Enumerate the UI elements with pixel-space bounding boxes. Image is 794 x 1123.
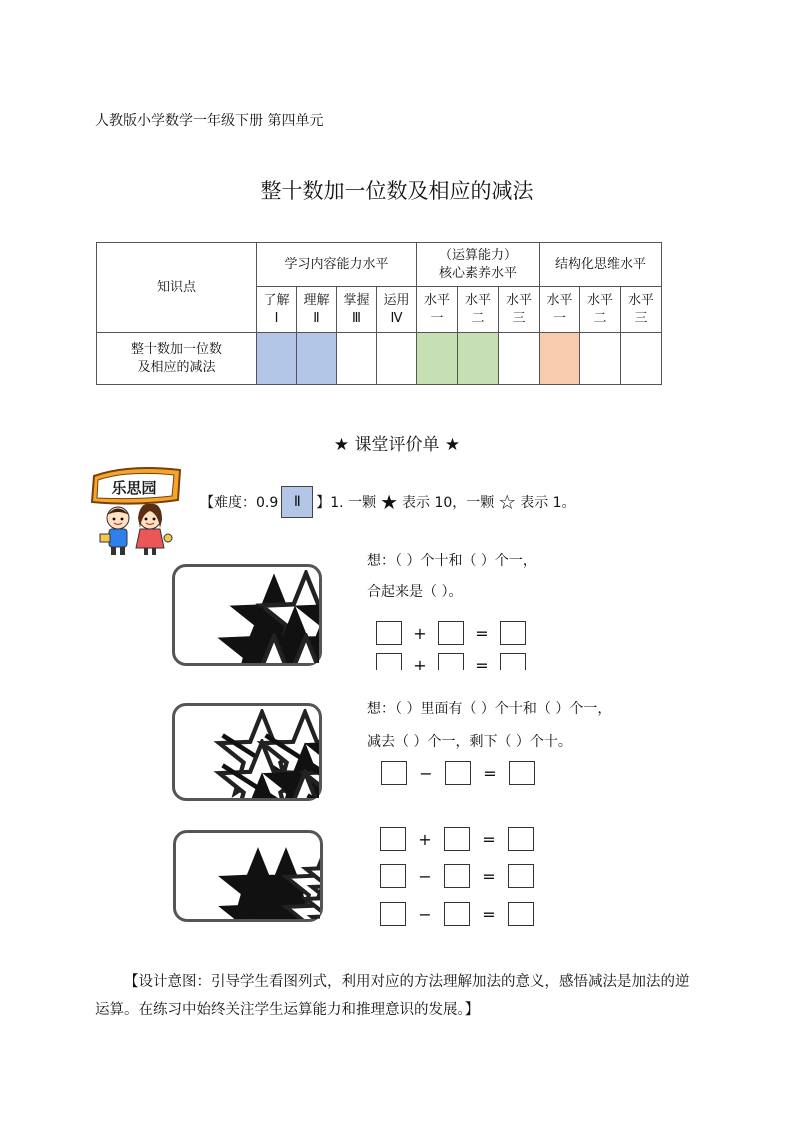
equation-row-clipped: [376, 652, 536, 670]
level-mark-cell: [377, 333, 417, 385]
answer-box[interactable]: [508, 827, 534, 851]
equals-sign: =: [482, 829, 496, 849]
level-cell: 水平 一: [540, 287, 580, 333]
row-knowledge-label: 整十数加一位数 及相应的减法: [97, 333, 257, 385]
star-group-3: [176, 833, 320, 919]
answer-box[interactable]: [445, 761, 471, 785]
level-cell: 了解 Ⅰ: [257, 287, 297, 333]
level-cell: 掌握 Ⅲ: [337, 287, 377, 333]
answer-box[interactable]: [380, 902, 406, 926]
level-mark-cell: [621, 333, 662, 385]
core-literacy-line1: （运算能力）: [438, 247, 517, 263]
minus-sign: −: [418, 866, 432, 886]
answer-box[interactable]: [444, 902, 470, 926]
level-mark-cell: [257, 333, 297, 385]
level-mark-cell: [499, 333, 540, 385]
knowledge-level-table: [96, 242, 662, 385]
star-group-2: [175, 706, 319, 798]
plus-sign: +: [418, 829, 432, 849]
level-cell: 水平 二: [458, 287, 499, 333]
star-group-1: [175, 567, 319, 663]
level-mark-cell: [580, 333, 621, 385]
equals-sign: =: [482, 866, 496, 886]
equation-row: [380, 827, 534, 851]
document-subtitle: 人教版小学数学一年级下册 第四单元: [95, 113, 324, 129]
plus-sign: +: [413, 655, 427, 670]
knowledge-point-header: 知识点: [97, 243, 257, 333]
part1-line1: 想：（ ）个十和（ ）个一，: [367, 553, 537, 569]
equation-row: [376, 621, 526, 645]
answer-box[interactable]: [444, 864, 470, 888]
answer-box[interactable]: [381, 761, 407, 785]
page-title: 整十数加一位数及相应的减法: [260, 179, 534, 203]
hollow-star-icon: ☆: [498, 490, 517, 514]
minus-sign: −: [419, 763, 433, 783]
difficulty-prefix: 【难度：0.9: [200, 495, 279, 511]
answer-box[interactable]: [500, 653, 526, 670]
level-mark-cell: [458, 333, 499, 385]
star-panel-1: [172, 564, 322, 666]
answer-box[interactable]: [438, 653, 464, 670]
design-intent-note: 【设计意图：引导学生看图列式，利用对应的方法理解加法的意义，感悟减法是加法的逆运算。在练习中始终关注学生运算能力和推理意识的发展。】: [95, 974, 690, 1018]
answer-box[interactable]: [500, 621, 526, 645]
question-text-c: 表示 1。: [520, 495, 576, 511]
answer-box[interactable]: [444, 827, 470, 851]
answer-box[interactable]: [376, 621, 402, 645]
question-text-a: 】1. 一颗: [316, 495, 377, 511]
answer-box[interactable]: [376, 653, 402, 670]
level-cell: 水平 一: [417, 287, 458, 333]
equals-sign: =: [475, 655, 489, 670]
minus-sign: −: [418, 904, 432, 924]
answer-box[interactable]: [380, 827, 406, 851]
evaluation-title: ★ 课堂评价单 ★: [333, 435, 461, 455]
equation-row: [380, 902, 534, 926]
answer-box[interactable]: [508, 902, 534, 926]
plus-sign: +: [413, 623, 427, 643]
content-level-header: 学习内容能力水平: [257, 243, 417, 287]
answer-box[interactable]: [380, 864, 406, 888]
equals-sign: =: [483, 763, 497, 783]
question-1: [200, 486, 576, 518]
equation-row: [380, 864, 534, 888]
level-cell: 理解 Ⅱ: [297, 287, 337, 333]
difficulty-level-badge: Ⅱ: [281, 486, 313, 518]
le-si-yuan-badge: [88, 462, 188, 557]
level-cell: 水平 二: [580, 287, 621, 333]
level-mark-cell: [297, 333, 337, 385]
level-mark-cell: [417, 333, 458, 385]
answer-box[interactable]: [509, 761, 535, 785]
badge-text: 乐思园: [111, 479, 157, 497]
answer-box[interactable]: [508, 864, 534, 888]
star-panel-2: [172, 703, 322, 801]
answer-box[interactable]: [438, 621, 464, 645]
equals-sign: =: [482, 904, 496, 924]
level-cell: 水平 三: [499, 287, 540, 333]
part2-line1: 想：（ ）里面有（ ）个十和（ ）个一，: [367, 701, 612, 717]
question-text-b: 表示 10，一颗: [402, 495, 495, 511]
level-cell: 水平 三: [621, 287, 662, 333]
core-literacy-header: [417, 243, 540, 287]
equals-sign: =: [475, 623, 489, 643]
structure-thinking-header: 结构化思维水平: [540, 243, 662, 287]
star-panel-3: [173, 830, 323, 922]
badge-illustration: [88, 462, 188, 557]
part2-line2: 减去（ ）个一，剩下（ ）个十。: [367, 734, 572, 750]
equation-row: [381, 761, 535, 785]
level-cell: 运用 Ⅳ: [377, 287, 417, 333]
level-mark-cell: [337, 333, 377, 385]
core-literacy-line2: 核心素养水平: [438, 265, 517, 281]
filled-star-icon: ★: [380, 490, 399, 514]
level-mark-cell: [540, 333, 580, 385]
part1-line2: 合起来是（ ）。: [367, 584, 463, 600]
